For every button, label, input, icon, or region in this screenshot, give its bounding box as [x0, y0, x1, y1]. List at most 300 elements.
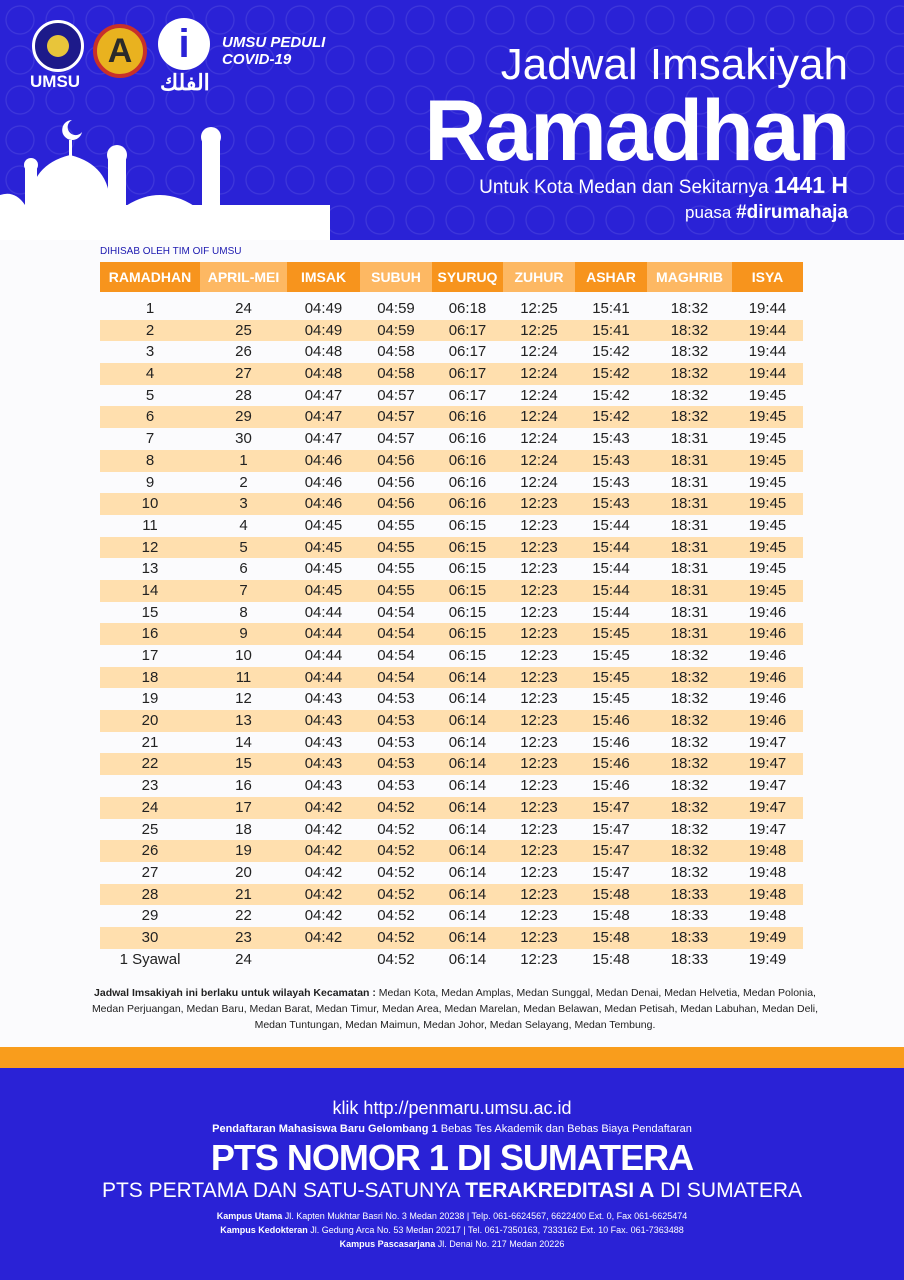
cell-ashar: 15:45 — [592, 668, 630, 686]
campus-addresses — [0, 1209, 904, 1251]
cell-ramadhan: 29 — [141, 907, 159, 925]
cell-maghrib: 18:32 — [670, 343, 709, 361]
header-banner — [0, 0, 904, 240]
cell-maghrib: 18:32 — [670, 777, 709, 795]
cell-syuruq: 06:15 — [448, 581, 487, 599]
cell-maghrib: 18:32 — [670, 300, 709, 317]
cell-syuruq: 06:17 — [448, 321, 487, 339]
cell-zuhur: 12:23 — [520, 820, 558, 838]
title-ramadhan: Ramadhan — [424, 83, 848, 179]
table-row — [100, 710, 803, 732]
cell-isya: 19:45 — [748, 538, 787, 556]
cell-maghrib: 18:32 — [670, 820, 709, 838]
cell-ramadhan: 17 — [141, 647, 159, 664]
cell-syuruq: 06:16 — [448, 408, 487, 426]
cell-imsak: 04:49 — [304, 300, 343, 317]
cell-imsak: 04:46 — [304, 451, 343, 469]
cell-april-mei: 4 — [239, 516, 248, 534]
cell-syuruq: 06:14 — [448, 755, 487, 773]
cell-maghrib: 18:32 — [670, 712, 709, 730]
cell-ashar: 15:42 — [592, 343, 630, 361]
cell-isya: 19:46 — [748, 625, 787, 643]
cell-maghrib: 18:33 — [670, 885, 709, 903]
cell-april-mei: 10 — [235, 647, 252, 664]
cell-zuhur: 12:24 — [520, 386, 558, 404]
registration-bold: Pendaftaran Mahasiswa Baru Gelombang 1 — [212, 1123, 438, 1135]
cell-ramadhan: 7 — [145, 430, 155, 448]
cell-maghrib: 18:32 — [670, 386, 709, 404]
cell-syuruq: 06:15 — [448, 516, 487, 534]
campus-name: Kampus Kedokteran — [220, 1225, 308, 1235]
cell-subuh: 04:52 — [377, 863, 415, 881]
table-row — [100, 775, 803, 797]
cell-imsak: 04:47 — [304, 430, 343, 448]
campaign-text — [222, 34, 325, 68]
falak-logo: i — [158, 18, 210, 70]
cell-april-mei: 18 — [235, 820, 252, 838]
cell-maghrib: 18:32 — [670, 863, 709, 881]
cell-maghrib: 18:32 — [670, 365, 709, 383]
cell-imsak: 04:43 — [304, 690, 343, 708]
cell-syuruq: 06:15 — [448, 647, 487, 664]
cell-ashar: 15:47 — [592, 842, 630, 860]
subtitle — [479, 172, 848, 199]
cell-zuhur: 12:23 — [520, 733, 558, 751]
cell-zuhur: 12:24 — [520, 343, 558, 361]
cell-zuhur: 12:23 — [520, 712, 558, 730]
cell-april-mei: 3 — [239, 495, 248, 513]
campaign-line2: COVID-19 — [222, 51, 292, 68]
umsu-seal-logo — [32, 20, 84, 72]
cell-isya: 19:44 — [748, 365, 787, 383]
cell-isya: 19:46 — [748, 712, 787, 730]
cell-april-mei: 14 — [235, 733, 252, 751]
cell-zuhur: 12:25 — [520, 321, 558, 339]
campus-kedokteran — [0, 1223, 904, 1237]
cell-syuruq: 06:14 — [448, 668, 487, 686]
cell-april-mei: 28 — [235, 386, 252, 404]
table-row — [100, 428, 803, 450]
footer-banner — [0, 1068, 904, 1280]
sub-b: TERAKREDITASI A — [465, 1179, 655, 1202]
cell-isya: 19:48 — [748, 885, 787, 903]
cell-maghrib: 18:31 — [670, 538, 709, 556]
cell-ramadhan: 16 — [141, 625, 159, 643]
cell-syuruq: 06:14 — [448, 950, 487, 968]
cell-ashar: 15:43 — [592, 495, 630, 513]
table-row — [100, 884, 803, 906]
cell-imsak: 04:47 — [304, 386, 343, 404]
cell-maghrib: 18:32 — [670, 408, 709, 426]
cell-april-mei: 25 — [235, 321, 252, 339]
cell-imsak: 04:48 — [304, 365, 343, 383]
cell-april-mei: 24 — [235, 300, 252, 317]
cell-maghrib: 18:31 — [670, 581, 709, 599]
cell-zuhur: 12:23 — [520, 625, 558, 643]
cell-maghrib: 18:31 — [670, 495, 709, 513]
table-row — [100, 493, 803, 515]
cell-syuruq: 06:15 — [448, 560, 487, 578]
column-header-maghrib: MAGHRIB — [647, 262, 732, 292]
cell-syuruq: 06:14 — [448, 777, 487, 795]
cell-ashar: 15:48 — [592, 928, 630, 946]
cell-maghrib: 18:31 — [670, 603, 709, 621]
cell-imsak: 04:42 — [304, 863, 343, 881]
table-row — [100, 819, 803, 841]
cell-subuh: 04:56 — [377, 451, 415, 469]
cell-april-mei: 11 — [235, 668, 252, 686]
cell-isya: 19:45 — [748, 386, 787, 404]
column-header-ramadhan: RAMADHAN — [100, 262, 200, 292]
table-row — [100, 688, 803, 710]
cell-isya: 19:45 — [748, 560, 787, 578]
cell-ashar: 15:43 — [592, 473, 630, 491]
cell-ramadhan: 12 — [141, 538, 159, 556]
cell-imsak: 04:42 — [304, 928, 343, 946]
cell-subuh: 04:52 — [377, 950, 415, 968]
title-line1: Jadwal Imsakiyah — [500, 40, 848, 89]
cell-zuhur: 12:23 — [520, 777, 558, 795]
cell-ashar: 15:48 — [592, 885, 630, 903]
cell-imsak: 04:49 — [304, 321, 343, 339]
cell-ramadhan: 8 — [145, 451, 155, 469]
cell-ramadhan: 13 — [141, 560, 159, 578]
schedule-table — [100, 262, 803, 970]
table-row — [100, 840, 803, 862]
cell-zuhur: 12:24 — [520, 408, 558, 426]
cell-zuhur: 12:23 — [520, 798, 558, 816]
cell-ramadhan: 19 — [141, 690, 159, 708]
cell-zuhur: 12:23 — [520, 581, 558, 599]
cell-subuh: 04:57 — [377, 408, 415, 426]
cell-subuh: 04:52 — [377, 798, 415, 816]
cell-april-mei: 30 — [235, 430, 252, 448]
tagline-prefix: puasa — [685, 203, 732, 222]
cell-imsak: 04:42 — [304, 907, 343, 925]
cell-isya: 19:44 — [748, 321, 787, 339]
cell-subuh: 04:58 — [377, 365, 415, 383]
cell-ashar: 15:46 — [592, 755, 630, 773]
cell-isya: 19:48 — [748, 842, 787, 860]
cell-syuruq: 06:17 — [448, 365, 487, 383]
table-row — [100, 580, 803, 602]
cell-zuhur: 12:24 — [520, 473, 558, 491]
cell-subuh: 04:53 — [377, 755, 415, 773]
table-row — [100, 406, 803, 428]
cell-april-mei: 26 — [235, 343, 252, 361]
cell-isya: 19:45 — [748, 430, 787, 448]
cell-ashar: 15:43 — [592, 430, 630, 448]
cell-maghrib: 18:32 — [670, 842, 709, 860]
cell-ashar: 15:44 — [592, 603, 630, 621]
table-row — [100, 753, 803, 775]
cell-syuruq: 06:16 — [448, 495, 487, 513]
cell-syuruq: 06:14 — [448, 798, 487, 816]
cell-subuh: 04:57 — [377, 430, 415, 448]
column-header-subuh: SUBUH — [360, 262, 432, 292]
cell-isya: 19:48 — [748, 907, 787, 925]
cell-isya: 19:45 — [748, 516, 787, 534]
cell-subuh: 04:53 — [377, 777, 415, 795]
cell-syuruq: 06:17 — [448, 343, 487, 361]
cell-isya: 19:47 — [748, 755, 787, 773]
cell-zuhur: 12:23 — [520, 668, 558, 686]
cell-zuhur: 12:23 — [520, 755, 558, 773]
table-row — [100, 732, 803, 754]
cell-isya: 19:49 — [748, 950, 787, 968]
cell-subuh: 04:52 — [377, 842, 415, 860]
cell-ashar: 15:47 — [592, 820, 630, 838]
cell-ashar: 15:48 — [592, 907, 630, 925]
cell-ramadhan: 10 — [141, 495, 159, 513]
cell-april-mei: 1 — [239, 451, 248, 469]
campus-name: Kampus Utama — [216, 1211, 283, 1221]
table-row — [100, 472, 803, 494]
campus-utama — [0, 1209, 904, 1223]
cell-imsak: 04:42 — [304, 798, 343, 816]
cell-ramadhan: 21 — [141, 733, 159, 751]
column-header-syuruq: SYURUQ — [432, 262, 503, 292]
cell-syuruq: 06:16 — [448, 451, 487, 469]
cell-isya: 19:45 — [748, 473, 787, 491]
table-row — [100, 558, 803, 580]
registration-link[interactable]: klik http://penmaru.umsu.ac.id — [332, 1098, 572, 1118]
cell-april-mei: 16 — [235, 777, 252, 795]
cell-april-mei: 29 — [235, 408, 252, 426]
cell-ramadhan: 6 — [145, 408, 155, 426]
cell-ashar: 15:47 — [592, 863, 630, 881]
cell-zuhur: 12:24 — [520, 365, 558, 383]
cell-subuh: 04:54 — [377, 647, 415, 664]
cell-subuh: 04:55 — [377, 560, 415, 578]
cell-maghrib: 18:31 — [670, 451, 709, 469]
cell-subuh: 04:52 — [377, 885, 415, 903]
cell-imsak: 04:42 — [304, 820, 343, 838]
cell-ramadhan: 3 — [145, 343, 155, 361]
cell-syuruq: 06:14 — [448, 820, 487, 838]
table-row — [100, 862, 803, 884]
cell-ramadhan: 1 Syawal — [119, 950, 181, 968]
cell-isya: 19:46 — [748, 668, 787, 686]
table-row — [100, 667, 803, 689]
cell-zuhur: 12:23 — [520, 950, 558, 968]
cell-isya: 19:47 — [748, 798, 787, 816]
cell-april-mei: 9 — [239, 625, 248, 643]
cell-ramadhan: 18 — [141, 668, 159, 686]
footer-subheadline — [0, 1179, 904, 1203]
cell-ashar: 15:43 — [592, 451, 630, 469]
cell-april-mei: 27 — [235, 365, 252, 383]
cell-april-mei: 6 — [239, 560, 248, 578]
table-header-row — [100, 262, 803, 292]
cell-maghrib: 18:31 — [670, 430, 709, 448]
cell-isya: 19:48 — [748, 863, 787, 881]
cell-ashar: 15:42 — [592, 365, 630, 383]
table-row — [100, 905, 803, 927]
cell-maghrib: 18:32 — [670, 755, 709, 773]
cell-isya: 19:45 — [748, 451, 787, 469]
cell-subuh: 04:55 — [377, 538, 415, 556]
cell-maghrib: 18:32 — [670, 690, 709, 708]
cell-april-mei: 7 — [239, 581, 248, 599]
cell-subuh: 04:53 — [377, 712, 415, 730]
cell-ramadhan: 11 — [142, 516, 158, 534]
cell-imsak: 04:44 — [304, 603, 343, 621]
cell-ramadhan: 5 — [145, 386, 155, 404]
footer-headline: PTS NOMOR 1 DI SUMATERA — [210, 1137, 694, 1178]
cell-imsak: 04:45 — [304, 516, 343, 534]
cell-zuhur: 12:23 — [520, 560, 558, 578]
cell-ramadhan: 24 — [141, 798, 159, 816]
cell-syuruq: 06:14 — [448, 842, 487, 860]
cell-april-mei: 15 — [235, 755, 252, 773]
subtitle-text: Untuk Kota Medan dan Sekitarnya — [479, 177, 769, 198]
cell-subuh: 04:59 — [377, 321, 415, 339]
cell-april-mei: 21 — [235, 885, 252, 903]
cell-imsak: 04:43 — [304, 755, 343, 773]
cell-ramadhan: 25 — [141, 820, 159, 838]
table-row — [100, 320, 803, 342]
cell-ramadhan: 2 — [145, 321, 155, 339]
cell-ramadhan: 22 — [141, 755, 159, 773]
cell-syuruq: 06:16 — [448, 430, 487, 448]
table-row — [100, 797, 803, 819]
cell-ramadhan: 4 — [145, 365, 155, 383]
cell-maghrib: 18:32 — [670, 733, 709, 751]
cell-maghrib: 18:31 — [670, 516, 709, 534]
cell-imsak: 04:44 — [304, 668, 343, 686]
hashtag: #dirumahaja — [736, 202, 848, 223]
cell-isya: 19:44 — [748, 343, 787, 361]
cell-ashar: 15:45 — [592, 625, 630, 643]
cell-subuh: 04:52 — [377, 928, 415, 946]
cell-ashar: 15:48 — [592, 950, 630, 968]
cell-imsak: 04:47 — [304, 408, 343, 426]
cell-imsak: 04:43 — [304, 777, 343, 795]
column-header-ashar: ASHAR — [575, 262, 647, 292]
cell-isya: 19:46 — [748, 647, 787, 664]
cell-zuhur: 12:25 — [520, 300, 558, 317]
cell-zuhur: 12:23 — [520, 885, 558, 903]
table-row — [100, 515, 803, 537]
region-note-label: Jadwal Imsakiyah ini berlaku untuk wilayah Kecamatan : — [94, 987, 376, 999]
column-header-imsak: IMSAK — [287, 262, 360, 292]
cell-maghrib: 18:31 — [670, 473, 709, 491]
cell-subuh: 04:53 — [377, 733, 415, 751]
accreditation-badge-logo: A — [93, 24, 147, 78]
cell-isya: 19:47 — [748, 820, 787, 838]
cell-subuh: 04:55 — [377, 516, 415, 534]
cell-imsak: 04:45 — [304, 581, 343, 599]
cell-ashar: 15:46 — [592, 712, 630, 730]
cell-subuh: 04:55 — [377, 581, 415, 599]
cell-imsak: 04:45 — [304, 560, 343, 578]
table-row — [100, 927, 803, 949]
cell-syuruq: 06:14 — [448, 928, 487, 946]
cell-april-mei: 17 — [235, 798, 252, 816]
table-row — [100, 623, 803, 645]
cell-maghrib: 18:32 — [670, 668, 709, 686]
tagline — [685, 202, 848, 224]
cell-ashar: 15:41 — [592, 300, 630, 317]
cell-imsak: 04:43 — [304, 712, 343, 730]
cell-isya: 19:45 — [748, 408, 787, 426]
cell-subuh: 04:56 — [377, 473, 415, 491]
cell-zuhur: 12:23 — [520, 495, 558, 513]
campus-address: Jl. Denai No. 217 Medan 20226 — [435, 1239, 565, 1249]
cell-april-mei: 24 — [235, 950, 252, 968]
cell-zuhur: 12:23 — [520, 538, 558, 556]
table-row — [100, 298, 803, 320]
table-row — [100, 537, 803, 559]
cell-subuh: 04:54 — [377, 625, 415, 643]
cell-zuhur: 12:23 — [520, 842, 558, 860]
table-row — [100, 949, 803, 971]
cell-syuruq: 06:15 — [448, 603, 487, 621]
cell-april-mei: 19 — [235, 842, 252, 860]
sub-a: PTS PERTAMA DAN SATU-SATUNYA — [101, 1179, 466, 1202]
cell-imsak: 04:42 — [304, 885, 343, 903]
cell-zuhur: 12:23 — [520, 516, 558, 534]
cell-imsak: 04:45 — [304, 538, 343, 556]
cell-ramadhan: 9 — [145, 473, 155, 491]
cell-ramadhan: 26 — [141, 842, 159, 860]
cell-syuruq: 06:14 — [448, 733, 487, 751]
credit-text: DIHISAB OLEH TIM OIF UMSU — [100, 246, 242, 257]
cell-imsak: 04:44 — [304, 647, 343, 664]
cell-ashar: 15:41 — [592, 321, 630, 339]
cell-zuhur: 12:23 — [520, 603, 558, 621]
cell-isya: 19:46 — [748, 603, 787, 621]
cell-ashar: 15:42 — [592, 408, 630, 426]
registration-info — [0, 1123, 904, 1135]
cell-ashar: 15:46 — [592, 733, 630, 751]
cell-isya: 19:46 — [748, 690, 787, 708]
cell-april-mei: 5 — [239, 538, 248, 556]
cell-ramadhan: 15 — [141, 603, 159, 621]
cell-ramadhan: 27 — [141, 863, 159, 881]
cell-isya: 19:47 — [748, 777, 787, 795]
cell-syuruq: 06:18 — [448, 300, 487, 317]
cell-maghrib: 18:33 — [670, 928, 709, 946]
cell-subuh: 04:52 — [377, 820, 415, 838]
cell-imsak — [287, 949, 360, 971]
column-header-zuhur: ZUHUR — [503, 262, 575, 292]
cell-april-mei: 2 — [239, 473, 248, 491]
cell-ashar: 15:44 — [592, 516, 630, 534]
region-note — [80, 985, 830, 1033]
umsu-logo-text: UMSU — [30, 72, 81, 91]
cell-zuhur: 12:23 — [520, 690, 558, 708]
cell-april-mei: 20 — [235, 863, 252, 881]
table-body — [100, 298, 803, 970]
cell-ashar: 15:46 — [592, 777, 630, 795]
cell-ashar: 15:42 — [592, 386, 630, 404]
cell-zuhur: 12:23 — [520, 907, 558, 925]
cell-syuruq: 06:14 — [448, 863, 487, 881]
table-row — [100, 602, 803, 624]
cell-subuh: 04:52 — [377, 907, 415, 925]
cell-zuhur: 12:24 — [520, 451, 558, 469]
cell-imsak: 04:48 — [304, 343, 343, 361]
column-header-isya: ISYA — [732, 262, 803, 292]
table-row — [100, 385, 803, 407]
cell-ramadhan: 1 — [145, 300, 155, 317]
cell-isya: 19:45 — [748, 581, 787, 599]
cell-subuh: 04:53 — [377, 690, 415, 708]
cell-maghrib: 18:33 — [670, 907, 709, 925]
cell-syuruq: 06:14 — [448, 690, 487, 708]
